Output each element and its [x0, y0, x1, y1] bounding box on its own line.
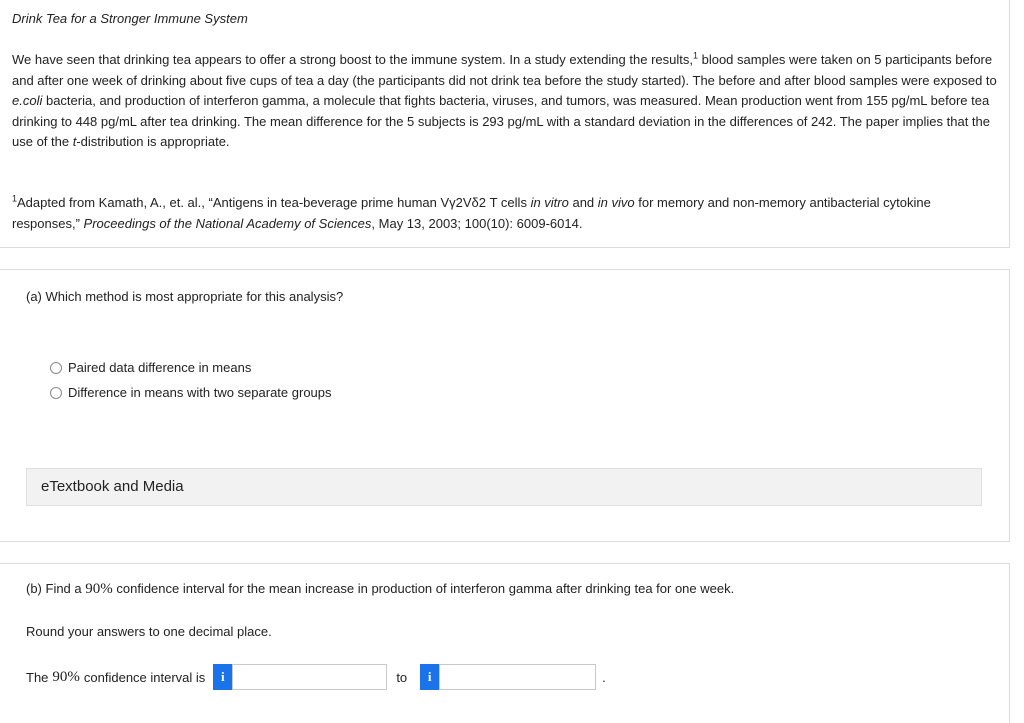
footnote-marker: 1 [692, 50, 698, 61]
percent-value: 90% [85, 581, 113, 597]
footnote-italic: in vitro [530, 195, 569, 210]
question-text: (b) Find a [26, 581, 86, 596]
to-label: to [396, 669, 408, 685]
t-term: t [72, 134, 77, 149]
footnote-text: Adapted from Kamath, A., et. al., “Antigens in tea-beverage prime human Vγ2Vδ2 T cells [17, 195, 531, 210]
option-two-groups[interactable] [50, 385, 332, 400]
footnote-text: for memory and non-memory antibacterial cytokine responses,” [12, 195, 931, 231]
question-text: confidence interval for the mean increase in production of interferon gamma after drinking tea for one week. [112, 581, 735, 596]
rounding-instruction: Round your answers to one decimal place. [26, 624, 272, 639]
percent-value: 90% [52, 668, 80, 685]
paragraph-text: We have seen that drinking tea appears to offer a strong boost to the immune system. In a study extending the results, [12, 52, 693, 67]
etextbook-media-button[interactable]: eTextbook and Media [26, 468, 982, 506]
info-icon[interactable]: i [420, 664, 439, 690]
ecoli-term: e.coli [12, 93, 43, 108]
footnote [12, 193, 997, 234]
option-paired[interactable] [50, 360, 251, 375]
ci-text: confidence interval is [83, 669, 206, 685]
period: . [602, 669, 606, 685]
paragraph-text: -distribution is appropriate. [76, 134, 230, 149]
confidence-interval-row [26, 664, 606, 690]
problem-title: Drink Tea for a Stronger Immune System [12, 11, 248, 26]
ci-text: The [26, 669, 49, 685]
option-label: Difference in means with two separate groups [68, 385, 332, 400]
part-a-question: (a) Which method is most appropriate for this analysis? [26, 289, 344, 304]
lower-bound-input[interactable] [232, 664, 387, 690]
option-label: Paired data difference in means [68, 360, 252, 375]
paragraph-text: blood samples were taken on 5 participants before and after one week of drinking about five cups of tea a day (the participants did not drink tea before the study started). The before and after blood samples were exposed to [12, 52, 997, 88]
info-icon[interactable]: i [213, 664, 232, 690]
footnote-italic: in vivo [597, 195, 635, 210]
footnote-text: and [568, 195, 598, 210]
journal-name: Proceedings of the National Academy of Sciences [83, 215, 372, 231]
part-a-card [0, 269, 1010, 542]
footnote-text: , May 13, 2003; 100(10): 6009-6014. [371, 215, 583, 231]
radio-button[interactable] [50, 387, 62, 399]
footnote-number: 1 [12, 193, 18, 204]
problem-intro-card [0, 0, 1010, 248]
problem-paragraph [12, 50, 997, 153]
part-b-card [0, 563, 1010, 723]
paragraph-text: bacteria, and production of interferon gamma, a molecule that fights bacteria, viruses, and tumors, was measured. Mean production went from 155 pg/mL before tea drinking to 448 pg/mL after tea drinking. The mean difference for the 5 subjects is 293 pg/mL with a standard deviation in the differences of 242. The paper implies that the use of the [12, 93, 991, 149]
upper-bound-input[interactable] [439, 664, 596, 690]
part-b-question [26, 581, 734, 598]
radio-button[interactable] [50, 362, 62, 374]
